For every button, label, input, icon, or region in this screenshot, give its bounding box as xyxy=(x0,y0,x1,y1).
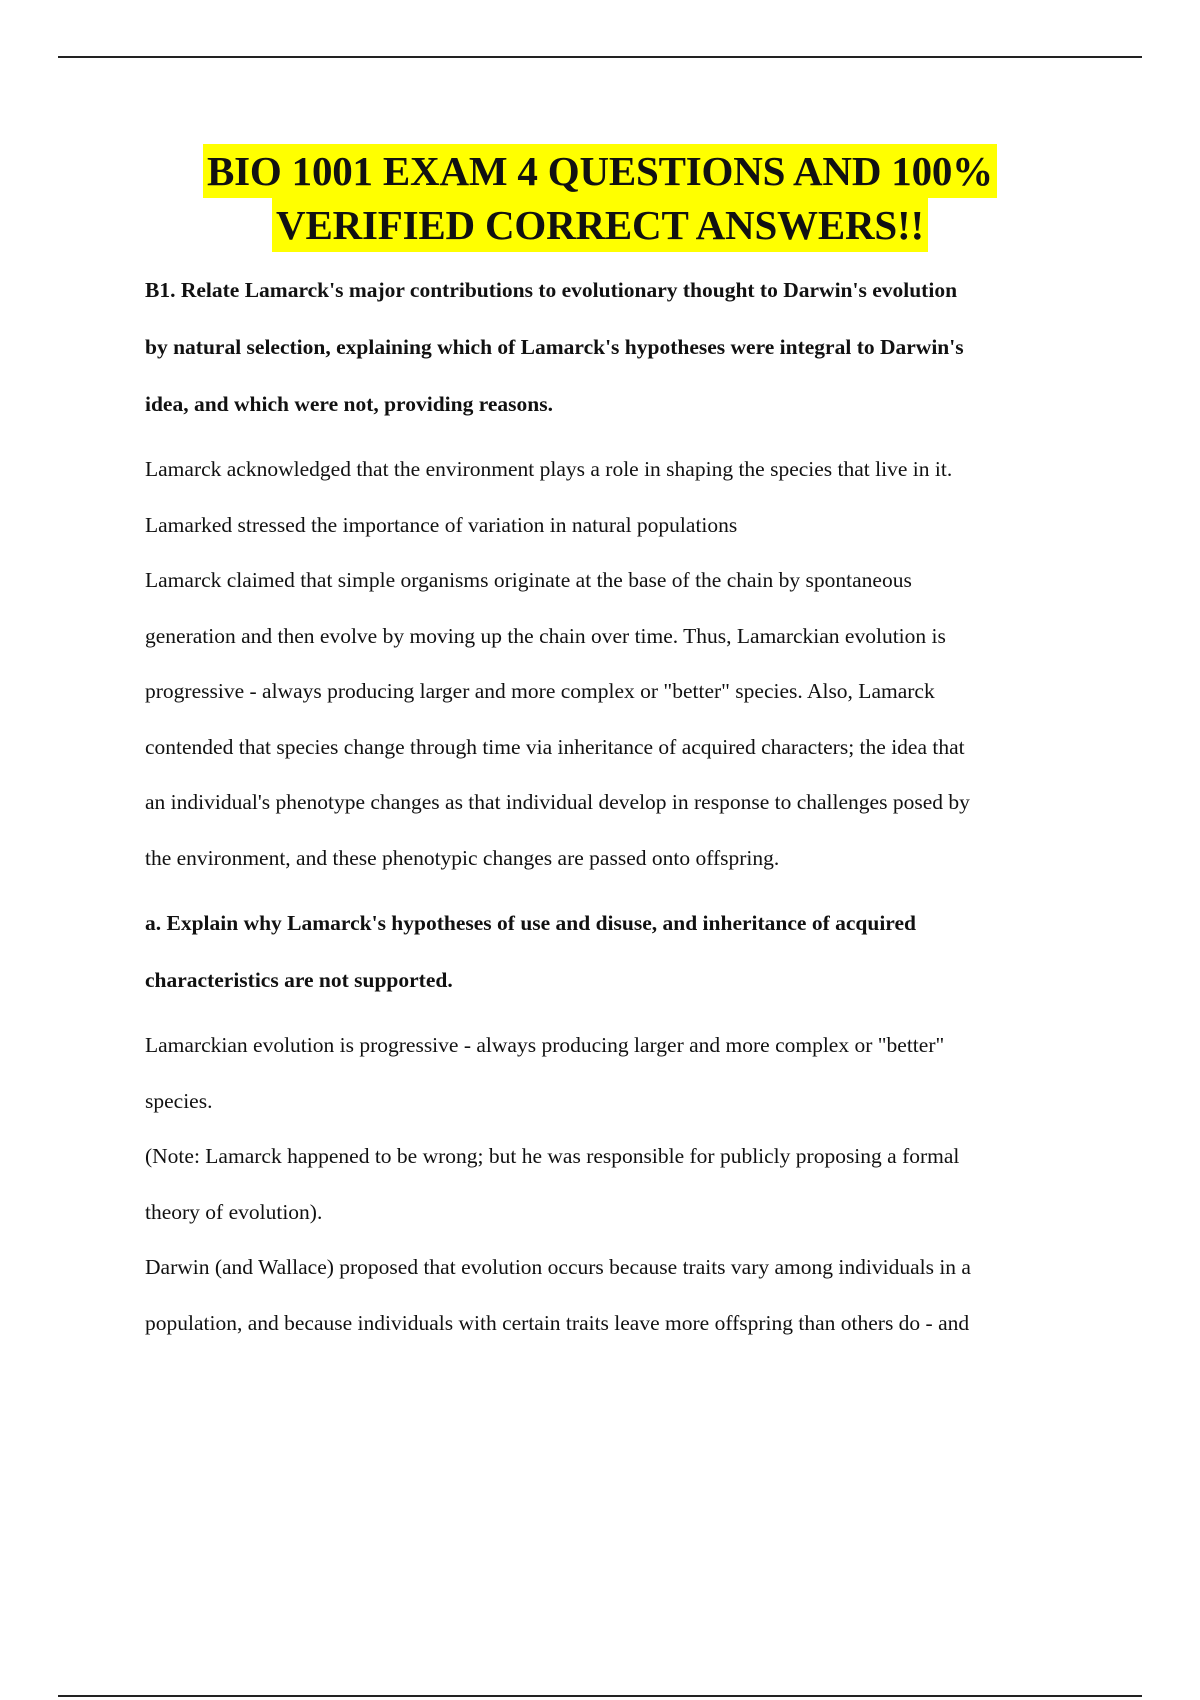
answer-line: population, and because individuals with certain traits leave more offspring than others do - and xyxy=(145,1310,970,1335)
document-title xyxy=(0,144,1200,252)
question-line: a. Explain why Lamarck's hypotheses of use and disuse, and inheritance of acquired xyxy=(145,911,916,935)
answer-line: Lamarck acknowledged that the environment plays a role in shaping the species that live in it. xyxy=(145,457,953,481)
answer-line: the environment, and these phenotypic changes are passed onto offspring. xyxy=(145,845,780,870)
answer-line: Lamarckian evolution is progressive - always producing larger and more complex or "better" xyxy=(145,1033,945,1057)
question-line: characteristics are not supported. xyxy=(145,968,453,992)
question-a xyxy=(145,895,1085,1009)
question-line: idea, and which were not, providing reasons. xyxy=(145,392,553,416)
question-line: B1. Relate Lamarck's major contributions to evolutionary thought to Darwin's evolution xyxy=(145,278,958,302)
answer-b1 xyxy=(145,442,1085,886)
answer-line: contended that species change through time via inheritance of acquired characters; the idea that xyxy=(145,734,965,759)
document-body xyxy=(145,262,1085,1360)
top-divider xyxy=(58,56,1142,58)
title-line-2: VERIFIED CORRECT ANSWERS!! xyxy=(272,198,928,252)
title-line-1: BIO 1001 EXAM 4 QUESTIONS AND 100% xyxy=(203,144,997,198)
question-line: by natural selection, explaining which of Lamarck's hypotheses were integral to Darwin's xyxy=(145,335,964,359)
answer-line: theory of evolution). xyxy=(145,1199,323,1224)
answer-line: species. xyxy=(145,1088,213,1113)
answer-line: generation and then evolve by moving up the chain over time. Thus, Lamarckian evolution is xyxy=(145,623,946,648)
question-b1 xyxy=(145,262,1085,433)
answer-line: Lamarck claimed that simple organisms originate at the base of the chain by spontaneous xyxy=(145,568,912,592)
bottom-divider xyxy=(58,1695,1142,1697)
answer-a xyxy=(145,1018,1085,1351)
answer-line: Lamarked stressed the importance of variation in natural populations xyxy=(145,512,738,537)
answer-line: progressive - always producing larger and more complex or "better" species. Also, Lamarck xyxy=(145,679,935,703)
answer-line: an individual's phenotype changes as that individual develop in response to challenges posed by xyxy=(145,790,970,814)
answer-line: (Note: Lamarck happened to be wrong; but he was responsible for publicly proposing a formal xyxy=(145,1144,960,1168)
answer-line: Darwin (and Wallace) proposed that evolution occurs because traits vary among individuals in a xyxy=(145,1255,971,1279)
